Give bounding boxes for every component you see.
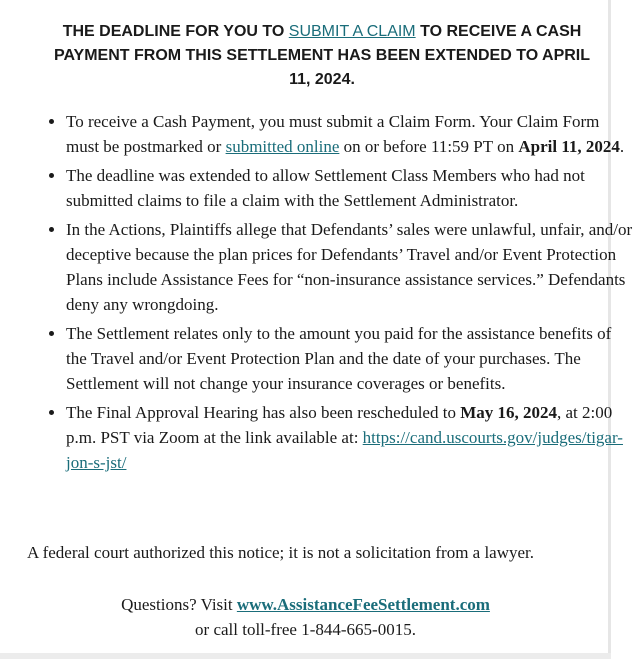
list-item-settlement-scope xyxy=(66,321,636,396)
court-judge-link[interactable]: https://cand.uscourts.gov/judges/tigar-jon-s-jst/ xyxy=(66,428,623,472)
hearing-date: May 16, 2024 xyxy=(460,403,557,422)
bottom-divider xyxy=(0,653,611,659)
extension-reason-text: The deadline was extended to allow Settlement Class Members who had not submitted claims to file a claim with the Settlement Administrator. xyxy=(66,166,585,210)
list-item-extension-reason xyxy=(66,163,636,213)
hearing-details-text: , at 2:00 p.m. PST via Zoom at the link available at: xyxy=(66,403,613,447)
submit-claim-link[interactable]: SUBMIT A CLAIM xyxy=(288,23,416,40)
claim-deadline-date: April 11, 2024 xyxy=(518,137,620,156)
submitted-online-link[interactable]: submitted online xyxy=(225,137,340,156)
contact-info xyxy=(0,592,611,642)
list-item-final-hearing xyxy=(66,400,636,475)
settlement-scope-text: The Settlement relates only to the amount you paid for the assistance benefits of the Travel and/or Event Protection Plan and the date of your purchases. The Settlement will not change your insurance coverages or benefits. xyxy=(66,324,612,393)
claim-form-text: To receive a Cash Payment, you must submit a Claim Form. Your Claim Form must be postmarked or xyxy=(66,112,600,156)
questions-label: Questions? Visit xyxy=(121,595,237,614)
allegations-text: In the Actions, Plaintiffs allege that Defendants’ sales were unlawful, unfair, and/or deceptive because the plan prices for Defendants’ Travel and/or Event Protection Plans include Assistance Fees for “non-insurance assistance services.” Defendants deny any wrongdoing. xyxy=(66,220,633,314)
list-item-claim-form xyxy=(66,109,636,159)
toll-free-phone: or call toll-free 1-844-665-0015. xyxy=(195,620,416,639)
headline-text-before: THE DEADLINE FOR YOU TO xyxy=(62,23,289,40)
claim-form-deadline-text: on or before 11:59 PT on xyxy=(339,137,519,156)
claim-form-period: . xyxy=(619,137,625,156)
headline-text-after: TO RECEIVE A CASH PAYMENT FROM THIS SETTLEMENT HAS BEEN EXTENDED TO APRIL 11, 2024. xyxy=(53,23,591,88)
final-hearing-text: The Final Approval Hearing has also been rescheduled to xyxy=(66,403,461,422)
notice-bullet-list xyxy=(28,109,636,479)
court-notice-text: A federal court authorized this notice; it is not a solicitation from a lawyer. xyxy=(27,543,535,562)
list-item-allegations xyxy=(66,217,636,317)
deadline-headline xyxy=(52,20,592,92)
settlement-website-link[interactable]: www.AssistanceFeeSettlement.com xyxy=(236,595,490,614)
